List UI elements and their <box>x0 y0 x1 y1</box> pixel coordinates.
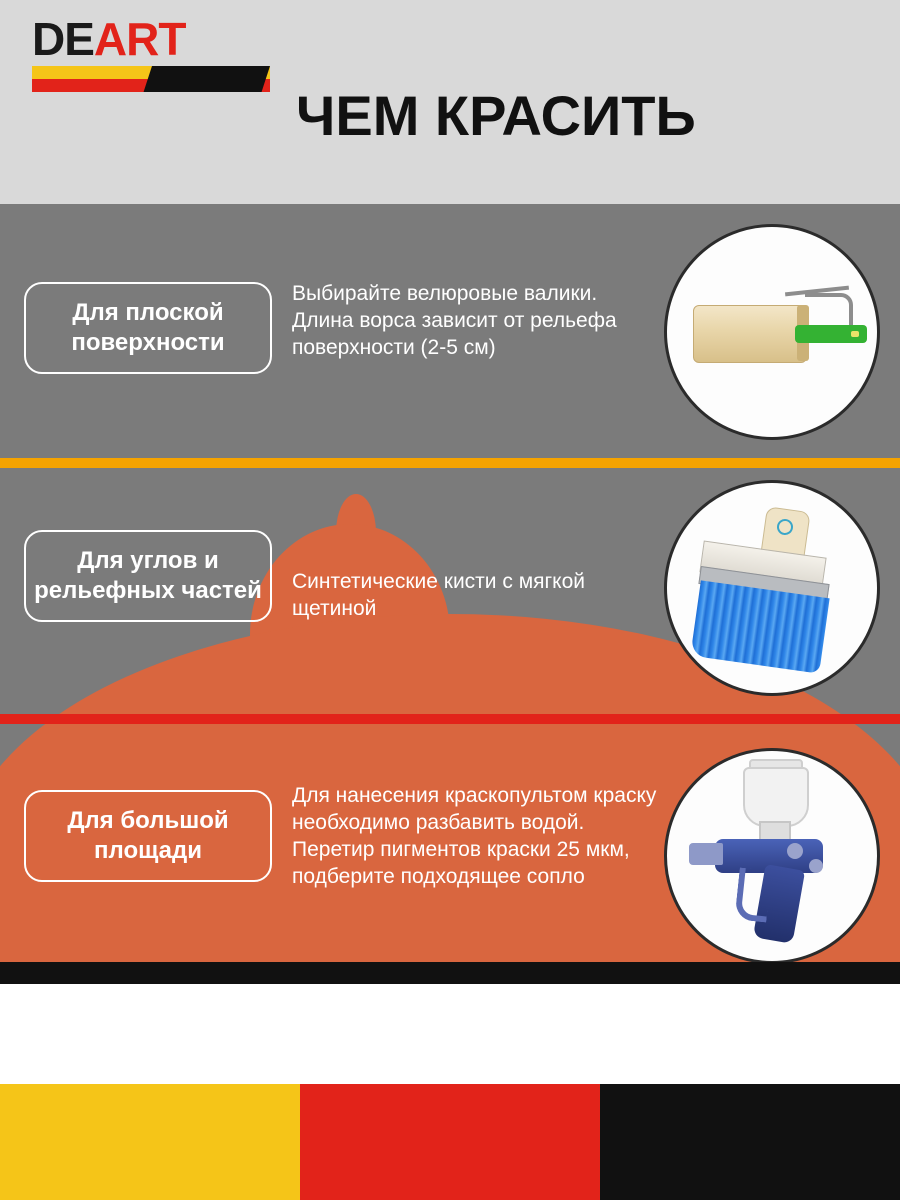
pill-label-flat-surface: Для плоской поверхности <box>24 282 272 374</box>
pill-label-corners: Для углов и рельефных частей <box>24 530 272 622</box>
divider-red <box>0 714 900 724</box>
paint-brush-photo <box>664 480 880 696</box>
divider-black <box>0 962 900 984</box>
description-flat-surface: Выбирайте велюровые валики. Длина ворса зависит от рельефа поверхности (2-5 см) <box>292 282 617 359</box>
spray-gun-trigger-icon <box>734 867 771 922</box>
logo-wordmark <box>32 14 272 64</box>
pill-label-large-area: Для большой площади <box>24 790 272 882</box>
deart-logo <box>32 14 272 94</box>
description-corners: Синтетические кисти с мягкой щетиной <box>292 570 585 620</box>
paint-roller-photo <box>664 224 880 440</box>
row-flat-surface <box>0 204 900 458</box>
logo-flag-black-shape <box>144 66 270 92</box>
logo-flag-graphic <box>32 66 270 92</box>
divider-orange <box>0 458 900 468</box>
spray-gun-cup-icon <box>743 767 809 827</box>
roller-handle-icon <box>795 325 867 343</box>
row-large-area <box>0 724 900 978</box>
bottom-flag-yellow <box>0 1084 300 1200</box>
bottom-flag-graphic <box>0 1084 900 1200</box>
roller-body-icon <box>693 305 807 363</box>
row-corners <box>0 468 900 722</box>
spray-gun-photo <box>664 748 880 964</box>
page-title: ЧЕМ КРАСИТЬ <box>296 84 696 147</box>
description-large-area: Для нанесения краскопультом краску необходимо разбавить водой. Перетир пигментов краски 25 мкм, подберите подходящее сопло <box>292 784 657 888</box>
bottom-flag-red <box>300 1084 600 1200</box>
logo-de-text: DE <box>32 13 94 65</box>
spray-gun-knob-upper-icon <box>787 843 803 859</box>
bottom-flag-black <box>600 1084 900 1200</box>
spray-gun-nozzle-icon <box>689 843 723 865</box>
logo-art-text: ART <box>93 13 186 65</box>
spray-gun-knob-lower-icon <box>809 859 823 873</box>
